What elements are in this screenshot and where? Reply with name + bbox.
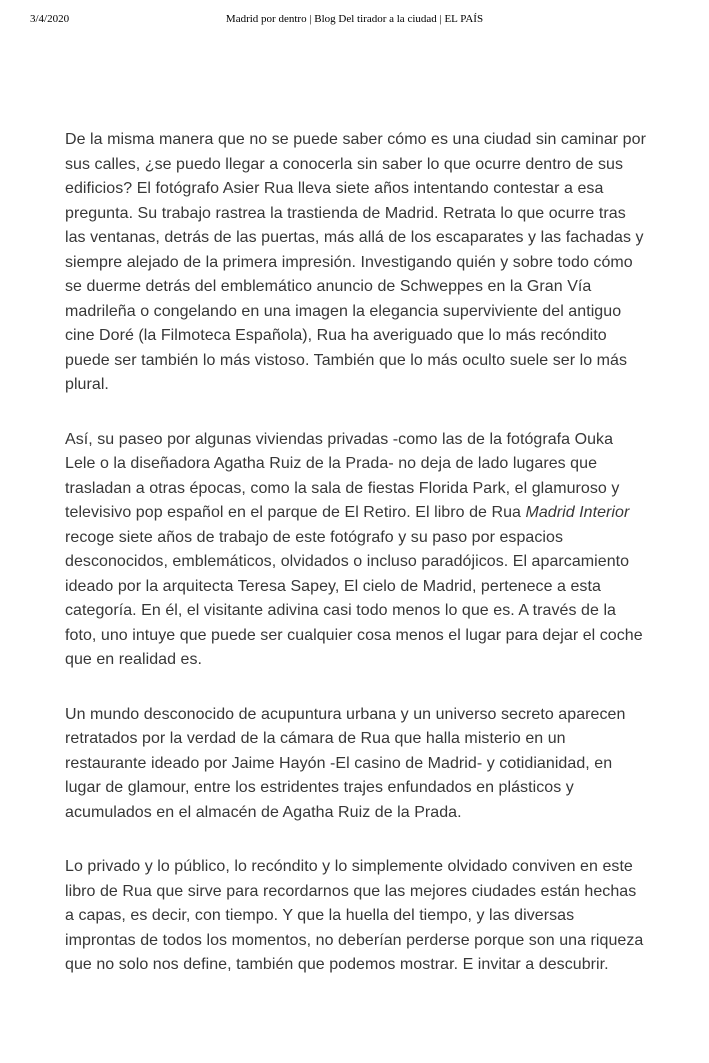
paragraph-2-text-before: Así, su paseo por algunas viviendas privadas -como las de la fotógrafa Ouka Lele o la diseñadora Agatha Ruiz de la Prada- no deja de lado lugares que trasladan a otras épocas, como la sala de fiestas Florida Park, el glamuroso y televisivo pop español en el parque de El Retiro. El libro de Rua — [65, 430, 620, 521]
print-header — [30, 13, 679, 29]
article-body — [65, 128, 647, 1008]
article-paragraph-1: De la misma manera que no se puede saber cómo es una ciudad sin caminar por sus calles, ¿se puedo llegar a conocerla sin saber lo que ocurre dentro de sus edificios? El fotógrafo Asier Rua lleva siete años intentando contestar a esa pregunta. Su trabajo rastrea la trastienda de Madrid. Retrata lo que ocurre tras las ventanas, detrás de las puertas, más allá de los escaparates y las fachadas y siempre alejado de la primera impresión. Investigando quién y sobre todo cómo se duerme detrás del emblemático anuncio de Schweppes en la Gran Vía madrileña o congelando en una imagen la elegancia superviviente del antiguo cine Doré (la Filmoteca Española), Rua ha averiguado que lo más recóndito puede ser también lo más vistoso. También que lo más oculto suele ser lo más plural. — [65, 131, 646, 393]
article-paragraph-3: Un mundo desconocido de acupuntura urbana y un universo secreto aparecen retratados por la verdad de la cámara de Rua que halla misterio en un restaurante ideado por Jaime Hayón -El casino de Madrid- y cotidianidad, en lugar de glamour, entre los estridentes trajes enfundados en plásticos y acumulados en el almacén de Agatha Ruiz de la Prada. — [65, 705, 626, 821]
paragraph-2-text-after: recoge siete años de trabajo de este fotógrafo y su paso por espacios desconocidos, emblemáticos, olvidados o incluso paradójicos. El aparcamiento ideado por la arquitecta Teresa Sapey, El cielo de Madrid, pertenece a esta categoría. En él, el visitante adivina casi todo menos lo que es. A través de la foto, uno intuye que puede ser cualquier cosa menos el lugar para dejar el coche que en realidad es. — [65, 528, 643, 668]
print-date: 3/4/2020 — [30, 13, 70, 25]
article-paragraph-4: Lo privado y lo público, lo recóndito y lo simplemente olvidado conviven en este libro de Rua que sirve para recordarnos que las mejores ciudades están hechas a capas, es decir, con tiempo. Y que la huella del tiempo, y las diversas improntas de todos los momentos, no deberían perderse porque son una riqueza que no solo nos define, también que podemos mostrar. E invitar a descubrir. — [65, 858, 644, 973]
book-title: Madrid Interior — [525, 504, 630, 521]
print-page-title: Madrid por dentro | Blog Del tirador a la ciudad | EL PAÍS — [225, 13, 484, 25]
article-paragraph-2 — [65, 428, 647, 673]
